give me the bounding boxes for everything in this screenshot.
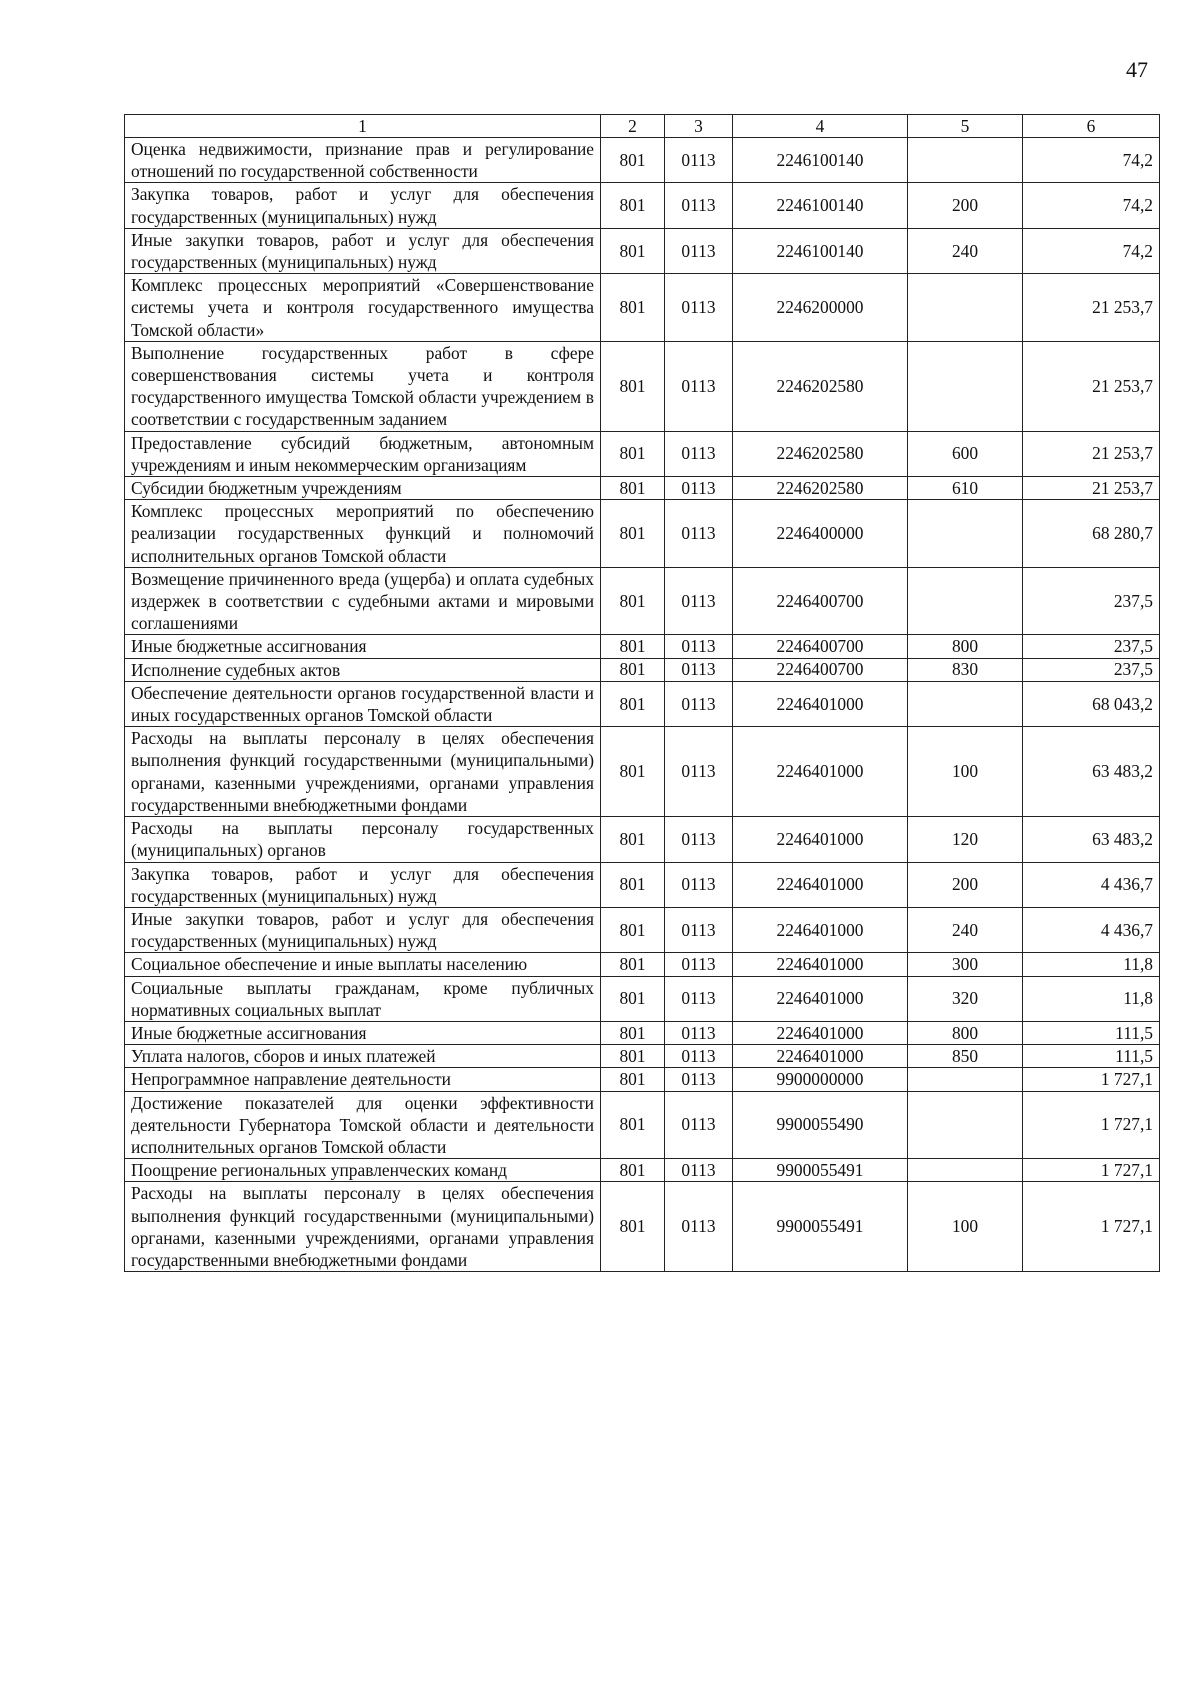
table-row: [125, 681, 1160, 726]
item-name-cell: Поощрение региональных управленческих команд: [125, 1159, 601, 1182]
table-row: [125, 953, 1160, 976]
target-article-cell: 2246401000: [733, 1045, 908, 1068]
section-code-cell: 0113: [665, 1091, 733, 1159]
ministry-code-cell: 801: [601, 907, 665, 952]
table-row: [125, 1045, 1160, 1068]
target-article-cell: 2246202580: [733, 477, 908, 500]
item-name-cell: Иные закупки товаров, работ и услуг для обеспечения государственных (муниципальных) нужд: [125, 907, 601, 952]
target-article-cell: 2246400700: [733, 567, 908, 635]
section-code-cell: 0113: [665, 274, 733, 342]
ministry-code-cell: 801: [601, 817, 665, 862]
amount-cell: 237,5: [1023, 567, 1160, 635]
ministry-code-cell: 801: [601, 1021, 665, 1044]
table-row: [125, 431, 1160, 476]
target-article-cell: 2246100140: [733, 228, 908, 273]
amount-cell: 74,2: [1023, 183, 1160, 228]
section-code-cell: 0113: [665, 341, 733, 431]
amount-cell: 63 483,2: [1023, 817, 1160, 862]
section-code-cell: 0113: [665, 727, 733, 817]
ministry-code-cell: 801: [601, 953, 665, 976]
item-name-cell: Достижение показателей для оценки эффективности деятельности Губернатора Томской области и деятельности исполнительных органов Томской области: [125, 1091, 601, 1159]
amount-cell: 11,8: [1023, 976, 1160, 1021]
ministry-code-cell: 801: [601, 228, 665, 273]
ministry-code-cell: 801: [601, 1159, 665, 1182]
expense-type-cell: 120: [908, 817, 1023, 862]
item-name-cell: Закупка товаров, работ и услуг для обеспечения государственных (муниципальных) нужд: [125, 862, 601, 907]
target-article-cell: 2246401000: [733, 976, 908, 1021]
item-name-cell: Комплекс процессных мероприятий по обеспечению реализации государственных функций и полномочий исполнительных органов Томской области: [125, 500, 601, 568]
expense-type-cell: [908, 681, 1023, 726]
expense-type-cell: 850: [908, 1045, 1023, 1068]
item-name-cell: Расходы на выплаты персоналу в целях обеспечения выполнения функций государственными (муниципальными) органами, казенными учреждениями, органами управления государственными внебюджетными фондами: [125, 1182, 601, 1272]
section-code-cell: 0113: [665, 431, 733, 476]
item-name-cell: Социальные выплаты гражданам, кроме публичных нормативных социальных выплат: [125, 976, 601, 1021]
target-article-cell: 2246401000: [733, 681, 908, 726]
ministry-code-cell: 801: [601, 274, 665, 342]
item-name-cell: Закупка товаров, работ и услуг для обеспечения государственных (муниципальных) нужд: [125, 183, 601, 228]
table-row: [125, 862, 1160, 907]
amount-cell: 237,5: [1023, 635, 1160, 658]
target-article-cell: 2246401000: [733, 907, 908, 952]
ministry-code-cell: 801: [601, 500, 665, 568]
ministry-code-cell: 801: [601, 431, 665, 476]
expense-type-cell: 300: [908, 953, 1023, 976]
ministry-code-cell: 801: [601, 727, 665, 817]
target-article-cell: 2246400700: [733, 658, 908, 681]
expense-type-cell: 100: [908, 1182, 1023, 1272]
amount-cell: 74,2: [1023, 138, 1160, 183]
ministry-code-cell: 801: [601, 138, 665, 183]
ministry-code-cell: 801: [601, 1091, 665, 1159]
target-article-cell: 9900055491: [733, 1182, 908, 1272]
section-code-cell: 0113: [665, 1068, 733, 1091]
item-name-cell: Расходы на выплаты персоналу государственных (муниципальных) органов: [125, 817, 601, 862]
amount-cell: 11,8: [1023, 953, 1160, 976]
item-name-cell: Иные бюджетные ассигнования: [125, 1021, 601, 1044]
amount-cell: 63 483,2: [1023, 727, 1160, 817]
expense-type-cell: [908, 274, 1023, 342]
amount-cell: 111,5: [1023, 1021, 1160, 1044]
item-name-cell: Иные бюджетные ассигнования: [125, 635, 601, 658]
table-row: [125, 567, 1160, 635]
item-name-cell: Социальное обеспечение и иные выплаты населению: [125, 953, 601, 976]
item-name-cell: Комплекс процессных мероприятий «Совершенствование системы учета и контроля государственного имущества Томской области»: [125, 274, 601, 342]
section-code-cell: 0113: [665, 1045, 733, 1068]
table-row: [125, 907, 1160, 952]
amount-cell: 68 043,2: [1023, 681, 1160, 726]
amount-cell: 1 727,1: [1023, 1182, 1160, 1272]
column-header: 1: [125, 115, 601, 138]
target-article-cell: 9900055490: [733, 1091, 908, 1159]
amount-cell: 1 727,1: [1023, 1068, 1160, 1091]
expense-type-cell: 320: [908, 976, 1023, 1021]
expense-type-cell: 800: [908, 1021, 1023, 1044]
target-article-cell: 2246401000: [733, 862, 908, 907]
table-row: [125, 976, 1160, 1021]
expense-type-cell: 830: [908, 658, 1023, 681]
section-code-cell: 0113: [665, 477, 733, 500]
item-name-cell: Уплата налогов, сборов и иных платежей: [125, 1045, 601, 1068]
table-row: [125, 635, 1160, 658]
header-row: [125, 115, 1160, 138]
amount-cell: 237,5: [1023, 658, 1160, 681]
amount-cell: 1 727,1: [1023, 1159, 1160, 1182]
table-row: [125, 183, 1160, 228]
column-header: 5: [908, 115, 1023, 138]
ministry-code-cell: 801: [601, 183, 665, 228]
item-name-cell: Оценка недвижимости, признание прав и регулирование отношений по государственной собственности: [125, 138, 601, 183]
table-row: [125, 658, 1160, 681]
amount-cell: 68 280,7: [1023, 500, 1160, 568]
section-code-cell: 0113: [665, 1182, 733, 1272]
table-row: [125, 1021, 1160, 1044]
target-article-cell: 9900000000: [733, 1068, 908, 1091]
target-article-cell: 2246200000: [733, 274, 908, 342]
section-code-cell: 0113: [665, 681, 733, 726]
amount-cell: 21 253,7: [1023, 341, 1160, 431]
item-name-cell: Возмещение причиненного вреда (ущерба) и оплата судебных издержек в соответствии с судебными актами и мировыми соглашениями: [125, 567, 601, 635]
target-article-cell: 2246100140: [733, 138, 908, 183]
ministry-code-cell: 801: [601, 681, 665, 726]
item-name-cell: Субсидии бюджетным учреждениям: [125, 477, 601, 500]
expense-type-cell: 240: [908, 228, 1023, 273]
expense-type-cell: 610: [908, 477, 1023, 500]
table-row: [125, 1159, 1160, 1182]
section-code-cell: 0113: [665, 567, 733, 635]
expense-type-cell: 200: [908, 183, 1023, 228]
amount-cell: 4 436,7: [1023, 907, 1160, 952]
expense-type-cell: 100: [908, 727, 1023, 817]
section-code-cell: 0113: [665, 976, 733, 1021]
ministry-code-cell: 801: [601, 1045, 665, 1068]
item-name-cell: Предоставление субсидий бюджетным, автономным учреждениям и иным некоммерческим организациям: [125, 431, 601, 476]
table-row: [125, 274, 1160, 342]
expense-type-cell: [908, 1068, 1023, 1091]
expense-type-cell: 240: [908, 907, 1023, 952]
table-row: [125, 1068, 1160, 1091]
amount-cell: 21 253,7: [1023, 477, 1160, 500]
column-header: 4: [733, 115, 908, 138]
target-article-cell: 2246202580: [733, 431, 908, 476]
expense-type-cell: [908, 138, 1023, 183]
item-name-cell: Расходы на выплаты персоналу в целях обеспечения выполнения функций государственными (муниципальными) органами, казенными учреждениями, органами управления государственными внебюджетными фондами: [125, 727, 601, 817]
budget-table: [124, 114, 1160, 1272]
expense-type-cell: [908, 567, 1023, 635]
section-code-cell: 0113: [665, 907, 733, 952]
ministry-code-cell: 801: [601, 976, 665, 1021]
amount-cell: 21 253,7: [1023, 431, 1160, 476]
target-article-cell: 9900055491: [733, 1159, 908, 1182]
column-header: 6: [1023, 115, 1160, 138]
ministry-code-cell: 801: [601, 1182, 665, 1272]
table-row: [125, 477, 1160, 500]
section-code-cell: 0113: [665, 138, 733, 183]
ministry-code-cell: 801: [601, 477, 665, 500]
expense-type-cell: 800: [908, 635, 1023, 658]
item-name-cell: Обеспечение деятельности органов государственной власти и иных государственных органов Томской области: [125, 681, 601, 726]
target-article-cell: 2246202580: [733, 341, 908, 431]
section-code-cell: 0113: [665, 817, 733, 862]
amount-cell: 111,5: [1023, 1045, 1160, 1068]
amount-cell: 74,2: [1023, 228, 1160, 273]
page-number: 47: [1126, 57, 1148, 82]
expense-type-cell: [908, 1091, 1023, 1159]
table-body: [125, 138, 1160, 1272]
section-code-cell: 0113: [665, 862, 733, 907]
table-row: [125, 727, 1160, 817]
item-name-cell: Иные закупки товаров, работ и услуг для обеспечения государственных (муниципальных) нужд: [125, 228, 601, 273]
ministry-code-cell: 801: [601, 635, 665, 658]
section-code-cell: 0113: [665, 953, 733, 976]
section-code-cell: 0113: [665, 635, 733, 658]
table-row: [125, 341, 1160, 431]
column-header: 2: [601, 115, 665, 138]
target-article-cell: 2246400000: [733, 500, 908, 568]
ministry-code-cell: 801: [601, 862, 665, 907]
section-code-cell: 0113: [665, 228, 733, 273]
ministry-code-cell: 801: [601, 567, 665, 635]
target-article-cell: 2246401000: [733, 1021, 908, 1044]
table-row: [125, 817, 1160, 862]
table-row: [125, 500, 1160, 568]
ministry-code-cell: 801: [601, 1068, 665, 1091]
amount-cell: 4 436,7: [1023, 862, 1160, 907]
section-code-cell: 0113: [665, 1021, 733, 1044]
ministry-code-cell: 801: [601, 658, 665, 681]
item-name-cell: Выполнение государственных работ в сфере совершенствования системы учета и контроля государственного имущества Томской области учреждением в соответствии с государственным заданием: [125, 341, 601, 431]
section-code-cell: 0113: [665, 183, 733, 228]
item-name-cell: Исполнение судебных актов: [125, 658, 601, 681]
target-article-cell: 2246100140: [733, 183, 908, 228]
section-code-cell: 0113: [665, 500, 733, 568]
target-article-cell: 2246401000: [733, 817, 908, 862]
expense-type-cell: [908, 341, 1023, 431]
table-row: [125, 1182, 1160, 1272]
table-row: [125, 1091, 1160, 1159]
expense-type-cell: [908, 1159, 1023, 1182]
amount-cell: 21 253,7: [1023, 274, 1160, 342]
table-row: [125, 138, 1160, 183]
amount-cell: 1 727,1: [1023, 1091, 1160, 1159]
table-row: [125, 228, 1160, 273]
expense-type-cell: 600: [908, 431, 1023, 476]
column-header: 3: [665, 115, 733, 138]
target-article-cell: 2246400700: [733, 635, 908, 658]
item-name-cell: Непрограммное направление деятельности: [125, 1068, 601, 1091]
target-article-cell: 2246401000: [733, 953, 908, 976]
target-article-cell: 2246401000: [733, 727, 908, 817]
ministry-code-cell: 801: [601, 341, 665, 431]
expense-type-cell: [908, 500, 1023, 568]
section-code-cell: 0113: [665, 658, 733, 681]
section-code-cell: 0113: [665, 1159, 733, 1182]
expense-type-cell: 200: [908, 862, 1023, 907]
